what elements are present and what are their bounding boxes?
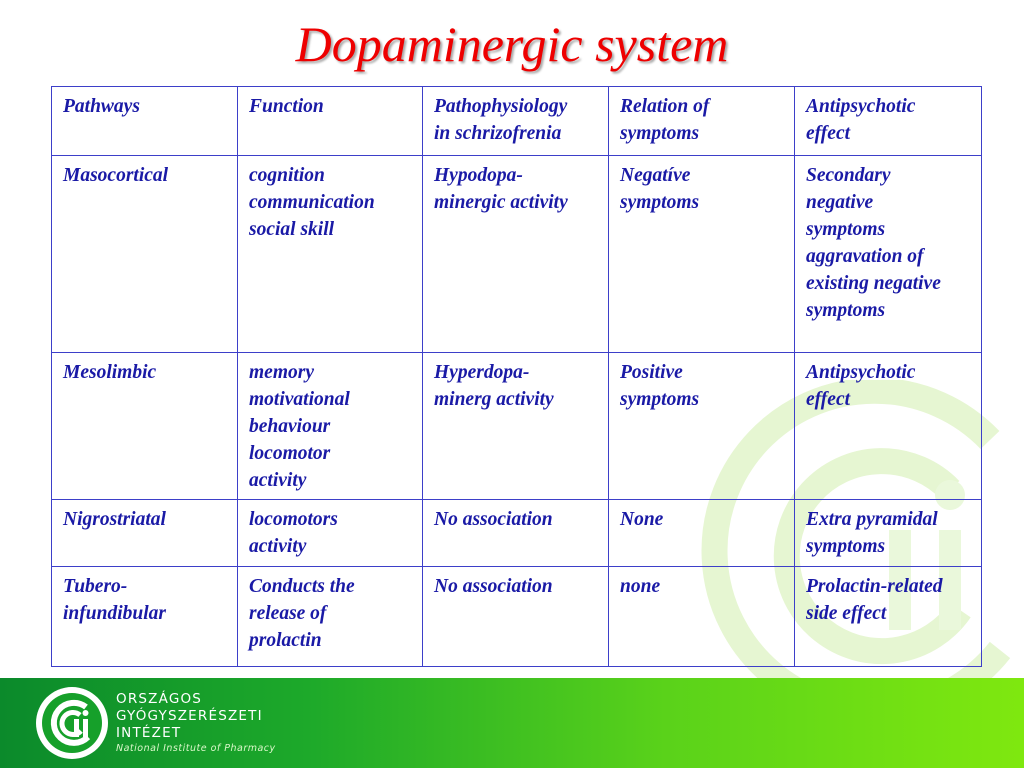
slide-title: Dopaminergic system <box>295 16 729 72</box>
organization-name <box>116 691 276 755</box>
table-cell: Negatíve symptoms <box>609 156 795 353</box>
table-cell: none <box>609 567 795 667</box>
header-cell: Pathophysiology in schrizofrenia <box>423 87 609 156</box>
dopamine-pathways-table <box>51 86 982 667</box>
footer-banner <box>0 678 1024 768</box>
header-cell: Relation of symptoms <box>609 87 795 156</box>
table-row <box>52 353 982 500</box>
table-row <box>52 156 982 353</box>
ogyi-logo-icon <box>34 685 110 761</box>
table-cell: Positive symptoms <box>609 353 795 500</box>
table-cell: Prolactin-related side effect <box>795 567 982 667</box>
header-cell: Antipsychotic effect <box>795 87 982 156</box>
table-cell: memory motivational behaviour locomotor activity <box>238 353 423 500</box>
table-cell: Tubero- infundibular <box>52 567 238 667</box>
table-cell: Hyperdopa- minerg activity <box>423 353 609 500</box>
table-cell: No association <box>423 567 609 667</box>
table-cell: None <box>609 500 795 567</box>
table-header-row <box>52 87 982 156</box>
table-row <box>52 500 982 567</box>
table-cell: Mesolimbic <box>52 353 238 500</box>
table-cell: Secondary negative symptoms aggravation of existing negative symptoms <box>795 156 982 353</box>
header-cell: Function <box>238 87 423 156</box>
table-cell: No association <box>423 500 609 567</box>
table-cell: Antipsychotic effect <box>795 353 982 500</box>
table-cell: Extra pyramidal symptoms <box>795 500 982 567</box>
org-name-line-3: INTÉZET <box>116 725 182 741</box>
table-cell: Nigrostriatal <box>52 500 238 567</box>
org-name-line-1: ORSZÁGOS <box>116 691 203 707</box>
table-row <box>52 567 982 667</box>
table-cell: cognition communication social skill <box>238 156 423 353</box>
org-name-line-2: GYÓGYSZERÉSZETI <box>116 708 263 724</box>
org-subtitle: National Institute of Pharmacy <box>116 743 276 754</box>
table-cell: Hypodopa- minergic activity <box>423 156 609 353</box>
table-cell: locomotors activity <box>238 500 423 567</box>
table-cell: Masocortical <box>52 156 238 353</box>
table-cell: Conducts the release of prolactin <box>238 567 423 667</box>
header-cell: Pathways <box>52 87 238 156</box>
